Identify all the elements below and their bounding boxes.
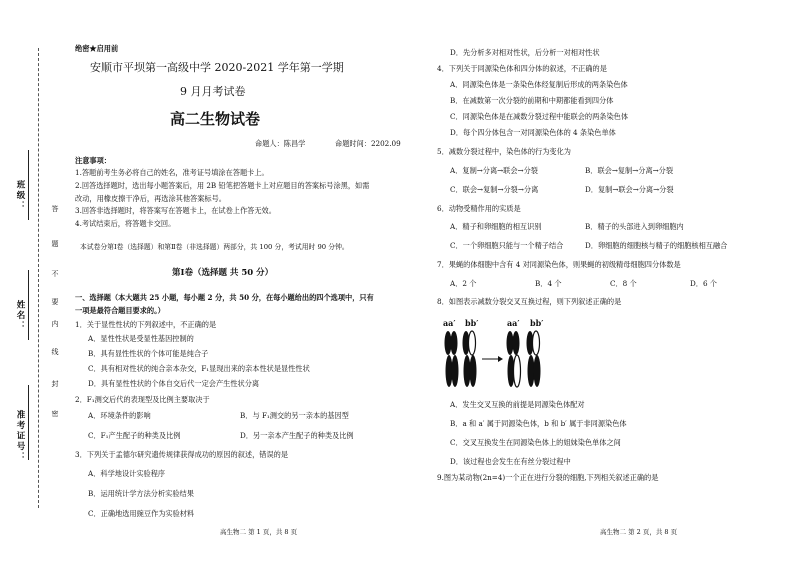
section-instruction: 一项是最符合题目要求的。）: [75, 306, 165, 315]
option: A．科学地设计实验程序: [88, 469, 166, 478]
figure-label: bb′: [530, 318, 544, 328]
option: C．具有相对性状的纯合亲本杂交，F₁显现出来的亲本性状是显性性状: [88, 364, 310, 373]
exam-info: 本试卷分第Ⅰ卷（选择题）和第Ⅱ卷（非选择题）两部分，共 100 分，考试用时 90 分钟。: [80, 243, 349, 251]
name-label: 姓名：: [15, 300, 25, 332]
chromosome-drawing: [440, 315, 560, 395]
option: C．正确地选用豌豆作为实验材料: [88, 509, 195, 518]
option: A．复制→分离→联会→分裂: [450, 166, 538, 175]
notice-item: 1.答题前考生务必将自己的姓名，准考证号填涂在答题卡上。: [75, 168, 269, 177]
footer-left: 高生物二 第 1 页，共 8 页: [220, 528, 298, 536]
option: A．2 个: [450, 279, 477, 288]
option: B．联会→复制→分离→分裂: [585, 166, 674, 175]
option: D．复制→联会→分离→分裂: [585, 185, 674, 194]
question-stem: 6．动物受精作用的实质是: [437, 204, 521, 213]
seal-char: 内: [51, 320, 59, 333]
date: 命题时间：2202.09: [335, 139, 401, 148]
name-blank: [28, 270, 29, 340]
notice-item: 2.回答选择题时，选出每小题答案后，用 2B 铅笔把答题卡上对应题目的答案标号涂黑，如需: [75, 181, 370, 190]
page-title: 高二生物试卷: [170, 110, 261, 128]
option: A．显性性状是受显性基因控制的: [88, 334, 194, 343]
notice-item: 4.考试结束后，将答题卡交回。: [75, 219, 176, 228]
option: D．6 个: [690, 279, 717, 288]
option: C．联会→复制→分裂→分离: [450, 185, 539, 194]
seal-char: 答: [51, 205, 59, 218]
option: C．F₁产生配子的种类及比例: [88, 431, 181, 440]
option: C．8 个: [610, 279, 637, 288]
option: B．具有显性性状的个体可能是纯合子: [88, 349, 209, 358]
option: A．环境条件的影响: [88, 411, 151, 420]
seal-char: 密: [51, 410, 59, 423]
notice-item: 改动，用橡皮擦干净后，再选涂其他答案标号。: [75, 194, 226, 203]
figure-label: aa′: [443, 318, 456, 328]
option: B．精子的头部进入到卵细胞内: [585, 222, 684, 231]
option: B．4 个: [535, 279, 562, 288]
footer-right: 高生物二 第 2 页，共 8 页: [600, 528, 678, 536]
question-stem: 2．F₁测交后代的表现型及比例主要取决于: [75, 395, 210, 404]
option: B．在减数第一次分裂的前期和中期都能看到四分体: [450, 96, 614, 105]
question-stem: 7．果蝇的体细胞中含有 4 对同源染色体，则果蝇的初级精母细胞四分体数是: [437, 260, 681, 269]
option: B．运用统计学方法分析实验结果: [88, 489, 194, 498]
secret-label: 绝密★启用前: [75, 44, 119, 53]
option: A．精子和卵细胞的相互识别: [450, 222, 542, 231]
figure-label: bb′: [465, 318, 479, 328]
crossover-figure: [440, 315, 560, 395]
question-stem: 4．下列关于同源染色体和四分体的叙述，不正确的是: [437, 64, 607, 73]
question-stem: 5．减数分裂过程中，染色体的行为变化为: [437, 147, 571, 156]
binding-line: [38, 48, 39, 508]
option: C．交叉互换发生在同源染色体上的姐妹染色单体之间: [450, 438, 621, 447]
option: B．与 F₁测交的另一亲本的基因型: [240, 411, 349, 420]
option: C．一个卵细胞只能与一个精子结合: [450, 241, 564, 250]
question-stem: 1．关于显性性状的下列叙述中，不正确的是: [75, 320, 217, 329]
seal-char: 不: [51, 270, 59, 283]
question-stem: 9.图为某动物(2n=4)一个正在进行分裂的细胞,下列相关叙述正确的是: [437, 473, 659, 482]
section-title: 第Ⅰ卷（选择题 共 50 分）: [172, 268, 274, 278]
school-title: 安顺市平坝第一高级中学 2020-2021 学年第一学期: [90, 61, 344, 74]
option: D．卵细胞的细胞核与精子的细胞核相互融合: [585, 241, 728, 250]
exam-id-label: 准考证号：: [15, 410, 25, 463]
section-instruction: 一、选择题（本大题共 25 小题，每小题 2 分，共 50 分，在每小题给出的四个选项中，只有: [75, 293, 374, 302]
option: A．发生交叉互换的前提是同源染色体配对: [450, 400, 585, 409]
option: D．每个四分体包含一对同源染色体的 4 条染色单体: [450, 128, 616, 137]
exam-title: 9 月月考试卷: [180, 85, 246, 98]
option: D．另一亲本产生配子的种类及比例: [240, 431, 354, 440]
option: D．具有显性性状的个体自交后代一定会产生性状分离: [88, 379, 260, 388]
class-label: 班级：: [15, 180, 25, 212]
exam-id-blank: [28, 385, 29, 460]
option: D．该过程也会发生在有丝分裂过程中: [450, 457, 571, 466]
seal-char: 线: [51, 348, 59, 361]
figure-label: aa′: [507, 318, 520, 328]
notice-item: 3.回答非选择题时，将答案写在答题卡上，在试卷上作答无效。: [75, 206, 276, 215]
option: B．a 和 a′ 属于同源染色体，b 和 b′ 属于非同源染色体: [450, 419, 627, 428]
question-stem: 3．下列关于孟德尔研究遗传规律获得成功的原因的叙述，错误的是: [75, 450, 289, 459]
class-blank: [28, 150, 29, 220]
option: A．同源染色体是一条染色体经复制后形成的两条染色体: [450, 80, 628, 89]
notice-title: 注意事项：: [75, 156, 111, 165]
option: D．先分析多对相对性状，后分析一对相对性状: [450, 48, 600, 57]
option: C．同源染色体是在减数分裂过程中能联会的两条染色体: [450, 112, 629, 121]
seal-char: 封: [51, 380, 59, 393]
question-stem: 8．如图表示减数分裂交叉互换过程，则下列叙述正确的是: [437, 297, 622, 306]
author: 命题人：陈昌学: [255, 139, 306, 148]
seal-char: 题: [51, 240, 59, 253]
seal-char: 要: [51, 298, 59, 311]
